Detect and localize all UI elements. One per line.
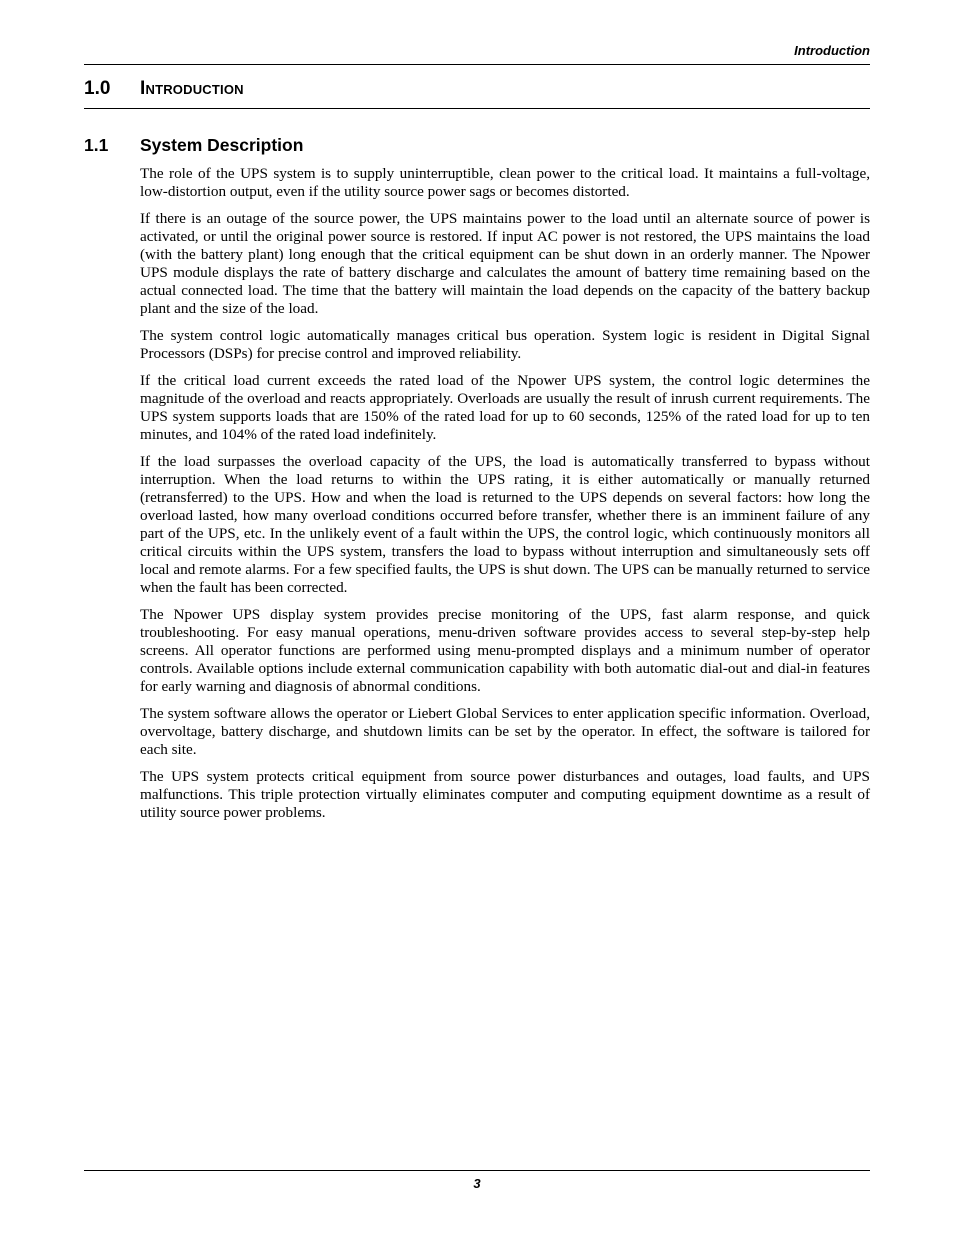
chapter-title: Introduction [140,78,244,99]
chapter-heading [84,78,244,100]
chapter-rule [84,108,870,109]
paragraph: If the load surpasses the overload capacity of the UPS, the load is automatically transferred to bypass without interruption. When the load returns to within the UPS rating, it is either automatically or manually returned (retransferred) to the UPS. How and when the load is returned to the UPS depends on several factors: how long the overload lasted, how many overload conditions occurred before transfer, whether there is an imminent failure of any part of the UPS, etc. In the unlikely event of a fault within the UPS, the control logic, which continuously monitors all critical circuits within the UPS system, transfers the load to bypass without interruption and simultaneously sets off local and remote alarms. For a few specified faults, the UPS is shut down. The UPS can be manually returned to service when the fault has been corrected. [140,453,870,596]
paragraph: The role of the UPS system is to supply uninterruptible, clean power to the critical load. It maintains a full-voltage, low-distortion output, even if the utility source power sags or becomes distorted. [140,165,870,200]
footer-rule [84,1170,870,1171]
paragraph: The UPS system protects critical equipment from source power disturbances and outages, load faults, and UPS malfunctions. This triple protection virtually eliminates computer and computing equipment downtime as a result of utility source power problems. [140,768,870,821]
paragraph: If there is an outage of the source power, the UPS maintains power to the load until an alternate source of power is activated, or until the original power source is restored. If input AC power is not restored, the UPS maintains the load (with the battery plant) long enough that the critical equipment can be shut down in an orderly manner. The Npower UPS module displays the rate of battery discharge and calculates the amount of battery time remaining based on the actual connected load. The time that the battery will maintain the load depends on the capacity of the battery backup plant and the size of the load. [140,210,870,317]
page-number: 3 [473,1176,481,1191]
body-text [140,165,870,831]
paragraph: The system control logic automatically manages critical bus operation. System logic is resident in Digital Signal Processors (DSPs) for precise control and improved reliability. [140,327,870,362]
paragraph: If the critical load current exceeds the rated load of the Npower UPS system, the control logic determines the magnitude of the overload and reacts appropriately. Overloads are usually the result of inrush current requirements. The UPS system supports loads that are 150% of the rated load for up to 60 seconds, 125% of the rated load for up to ten minutes, and 104% of the rated load indefinitely. [140,372,870,443]
section-number: 1.1 [84,135,109,155]
header-rule [84,64,870,65]
running-header: Introduction [794,43,870,58]
paragraph: The system software allows the operator or Liebert Global Services to enter application specific information. Overload, overvoltage, battery discharge, and shutdown limits can be set by the operator. In effect, the software is tailored for each site. [140,705,870,758]
section-heading [84,135,303,156]
chapter-number: 1.0 [84,78,111,99]
section-title: System Description [140,135,304,155]
paragraph: The Npower UPS display system provides precise monitoring of the UPS, fast alarm response, and quick troubleshooting. For easy manual operations, menu-driven software provides access to several step-by-step help screens. All operator functions are performed using menu-prompted displays and a minimum number of operator controls. Available options include external communication capability with both automatic dial-out and dial-in features for early warning and diagnosis of abnormal conditions. [140,606,870,695]
